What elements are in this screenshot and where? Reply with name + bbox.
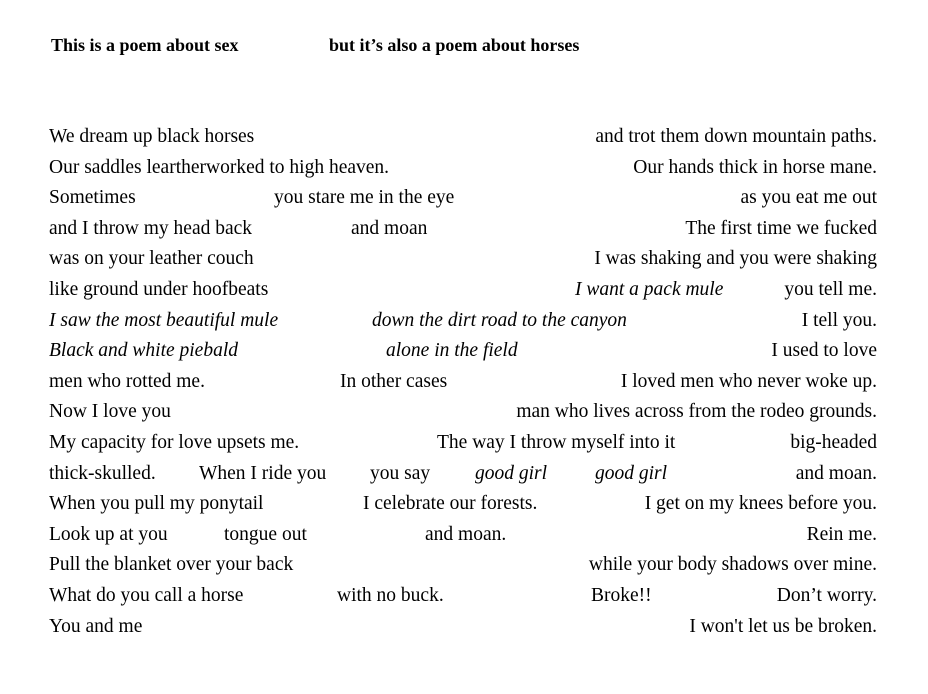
poem-line — [49, 520, 877, 551]
poem-line — [49, 336, 877, 367]
line-segment: tongue out — [224, 523, 307, 545]
line-segment: man who lives across from the rodeo grounds. — [516, 401, 877, 423]
line-segment: Broke!! — [591, 584, 652, 606]
line-segment: I get on my knees before you. — [644, 493, 877, 515]
line-segment: thick-skulled. — [49, 462, 156, 484]
poem-title-main: This is a poem about sex — [51, 35, 239, 55]
line-segment: Don’t worry. — [776, 584, 877, 606]
poem-title — [51, 33, 580, 57]
line-segment: and trot them down mountain paths. — [595, 126, 877, 147]
line-segment: you stare me in the eye — [274, 187, 455, 209]
line-segment: When I ride you — [199, 462, 327, 484]
poem-line — [49, 581, 877, 612]
line-segment: alone in the field — [386, 340, 518, 362]
line-segment: I tell you. — [801, 309, 877, 331]
line-segment: as you eat me out — [740, 187, 877, 209]
line-segment: I was shaking and you were shaking — [594, 248, 877, 270]
poem-line — [49, 306, 877, 337]
line-segment: you say — [370, 462, 431, 484]
line-segment: like ground under hoofbeats — [49, 278, 269, 300]
line-segment: Our hands thick in horse mane. — [633, 156, 877, 178]
line-segment: Sometimes — [49, 187, 136, 209]
poem-line — [49, 459, 877, 490]
line-segment: I saw the most beautiful mule — [49, 309, 279, 331]
poem-line — [49, 397, 877, 428]
poem-line — [49, 275, 877, 306]
line-segment: I won't let us be broken. — [689, 615, 877, 637]
line-segment: and moan — [351, 217, 428, 239]
line-segment: Look up at you — [49, 523, 168, 545]
line-segment: you tell me. — [784, 278, 877, 300]
line-segment: Pull the blanket over your back — [49, 554, 294, 576]
poem-title-sub: but it’s also a poem about horses — [329, 35, 580, 55]
line-segment: The first time we fucked — [685, 217, 877, 239]
line-segment: good girl — [475, 462, 548, 484]
line-segment: I want a pack mule — [575, 278, 724, 300]
line-segment: men who rotted me. — [49, 370, 205, 392]
line-segment: In other cases — [340, 370, 448, 392]
line-segment: When you pull my ponytail — [49, 493, 264, 515]
line-segment: with no buck. — [337, 584, 444, 606]
line-segment: Rein me. — [806, 523, 877, 545]
line-segment: Now I love you — [49, 401, 171, 423]
poem-line — [49, 214, 877, 245]
line-segment: The way I throw myself into it — [437, 431, 676, 453]
poem-line — [49, 428, 877, 459]
line-segment: What do you call a horse — [49, 584, 244, 606]
poem-body — [49, 122, 877, 642]
poem-line — [49, 367, 877, 398]
line-segment: My capacity for love upsets me. — [49, 431, 300, 453]
poem-line — [49, 183, 877, 214]
line-segment: big-headed — [790, 431, 877, 453]
line-segment: and moan. — [425, 523, 507, 545]
poem-line — [49, 612, 877, 643]
line-segment: Our saddles leartherworked to high heaven. — [49, 156, 390, 178]
line-segment: good girl — [595, 462, 668, 484]
line-segment: was on your leather couch — [49, 248, 254, 270]
line-segment: You and me — [49, 615, 143, 637]
poem-line — [49, 153, 877, 184]
line-segment: and moan. — [795, 462, 877, 484]
poem-line — [49, 489, 877, 520]
line-segment: while your body shadows over mine. — [588, 554, 877, 576]
poem-line — [49, 550, 877, 581]
poem-line — [49, 122, 877, 153]
line-segment: I loved men who never woke up. — [620, 370, 877, 392]
line-segment: I celebrate our forests. — [363, 493, 538, 515]
line-segment: We dream up black horses — [49, 126, 255, 147]
poem-line — [49, 244, 877, 275]
line-segment: I used to love — [771, 340, 877, 362]
line-segment: and I throw my head back — [49, 217, 253, 239]
line-segment: down the dirt road to the canyon — [372, 309, 627, 331]
line-segment: Black and white piebald — [49, 340, 239, 362]
